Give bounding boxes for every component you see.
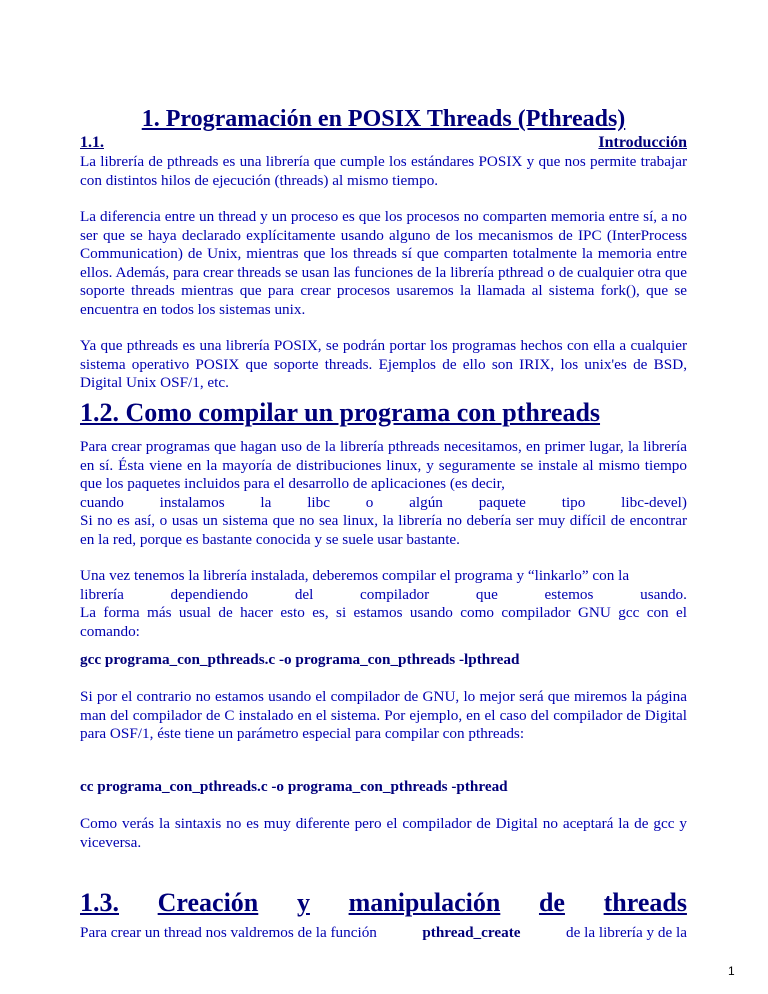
heading-word: Creación (157, 888, 259, 917)
compile-paragraph-1 (80, 438, 687, 549)
heading-word: 1.3. (80, 888, 119, 917)
heading-word: de (538, 888, 565, 917)
section-label: Introducción (598, 134, 687, 151)
intro-paragraph-3: Ya que pthreads es una librería POSIX, se podrán portar los programas hechos con ella a cualquier sistema operativo POSIX que soporte threads. Ejemplos de ello son IRIX, los unix'es de BSD, Digital Unix OSF/1, etc. (80, 337, 687, 391)
word: la (260, 493, 272, 511)
section-number: 1.1. (80, 134, 104, 151)
compile-paragraph-4: Como verás la sintaxis no es muy diferente pero el compilador de Digital no aceptará la de gcc y viceversa. (80, 815, 687, 851)
word: libc (307, 493, 330, 511)
threads-paragraph-1 (80, 924, 687, 943)
compile-paragraph-1-tail: Si no es así, o usas un sistema que no sea linux, la librería no debería ser muy difícil de encontrar en la red, porque es bastante conocida y se suele usar bastante. (80, 512, 687, 548)
cc-command: cc programa_con_pthreads.c -o programa_con_pthreads -pthread (80, 778, 508, 795)
word: paquete (478, 493, 526, 511)
intro-paragraph-2: La diferencia entre un thread y un proceso es que los procesos no comparten memoria entre sí, a no ser que se haya declarado explícitamente usando alguno de los mecanismos de IPC (InterProcess Communication) de Unix, mientras que los threads sí que comparten totalmente la memoria entre ellos. Además, para crear threads se usan las funciones de la librería pthread o de cualquier otra que soporte threads mientras que para crear procesos usaremos la llamada al sistema fork(), que se encuentra en todos los sistemas unix. (80, 208, 687, 318)
word: dependiendo (170, 585, 249, 603)
word: librería (80, 585, 124, 603)
word: o (365, 493, 374, 511)
compile-paragraph-2-line1: Una vez tenemos la librería instalada, deberemos compilar el programa y “linkarlo” con la (80, 567, 630, 584)
page-title: 1. Programación en POSIX Threads (Pthreads) (141, 106, 626, 133)
compile-paragraph-2-line2 (80, 586, 687, 605)
gcc-command: gcc programa_con_pthreads.c -o programa_con_pthreads -lpthread (80, 651, 520, 668)
compile-paragraph-2 (80, 567, 687, 641)
page-number: 1 (728, 964, 735, 978)
compile-paragraph-1-text: Para crear programas que hagan uso de la librería pthreads necesitamos, en primer lugar, la librería en sí. Ésta viene en la mayoría de distribuciones linux, y seguramente se instale al mismo tiempo que los paquetes incluidos para el desarrollo de aplicaciones (es decir, (80, 438, 687, 492)
word: tipo (561, 493, 586, 511)
word: instalamos (159, 493, 225, 511)
word: estemos (544, 585, 594, 603)
word: del (294, 585, 314, 603)
section-1-3-heading (80, 888, 687, 918)
intro-paragraph-1: La librería de pthreads es una librería que cumple los estándares POSIX y que nos permite trabajar con distintos hilos de ejecución (threads) al mismo tiempo. (80, 153, 687, 189)
heading-word: manipulación (348, 888, 501, 917)
section-1-1-heading (80, 134, 687, 152)
word: que (475, 585, 498, 603)
text-fragment: Para crear un thread nos valdremos de la función (80, 924, 377, 941)
word: cuando (80, 493, 124, 511)
word: usando. (640, 585, 687, 603)
word: libc-devel) (621, 493, 687, 511)
compile-paragraph-1-line4 (80, 494, 687, 513)
compile-paragraph-2-tail: La forma más usual de hacer esto es, si estamos usando como compilador GNU gcc con el comando: (80, 604, 687, 640)
compile-paragraph-3: Si por el contrario no estamos usando el compilador de GNU, lo mejor será que miremos la página man del compilador de C instalado en el sistema. Por ejemplo, en el caso del compilador de Digital para OSF/1, éste tiene un parámetro especial para compilar con pthreads: (80, 688, 687, 742)
text-fragment: de la librería y de la (565, 924, 687, 941)
word: compilador (360, 585, 430, 603)
word: algún (409, 493, 443, 511)
heading-word: threads (603, 888, 687, 917)
section-1-2-heading: 1.2. Como compilar un programa con pthreads (80, 398, 601, 427)
heading-word: y (296, 888, 310, 917)
function-name: pthread_create (422, 924, 521, 941)
